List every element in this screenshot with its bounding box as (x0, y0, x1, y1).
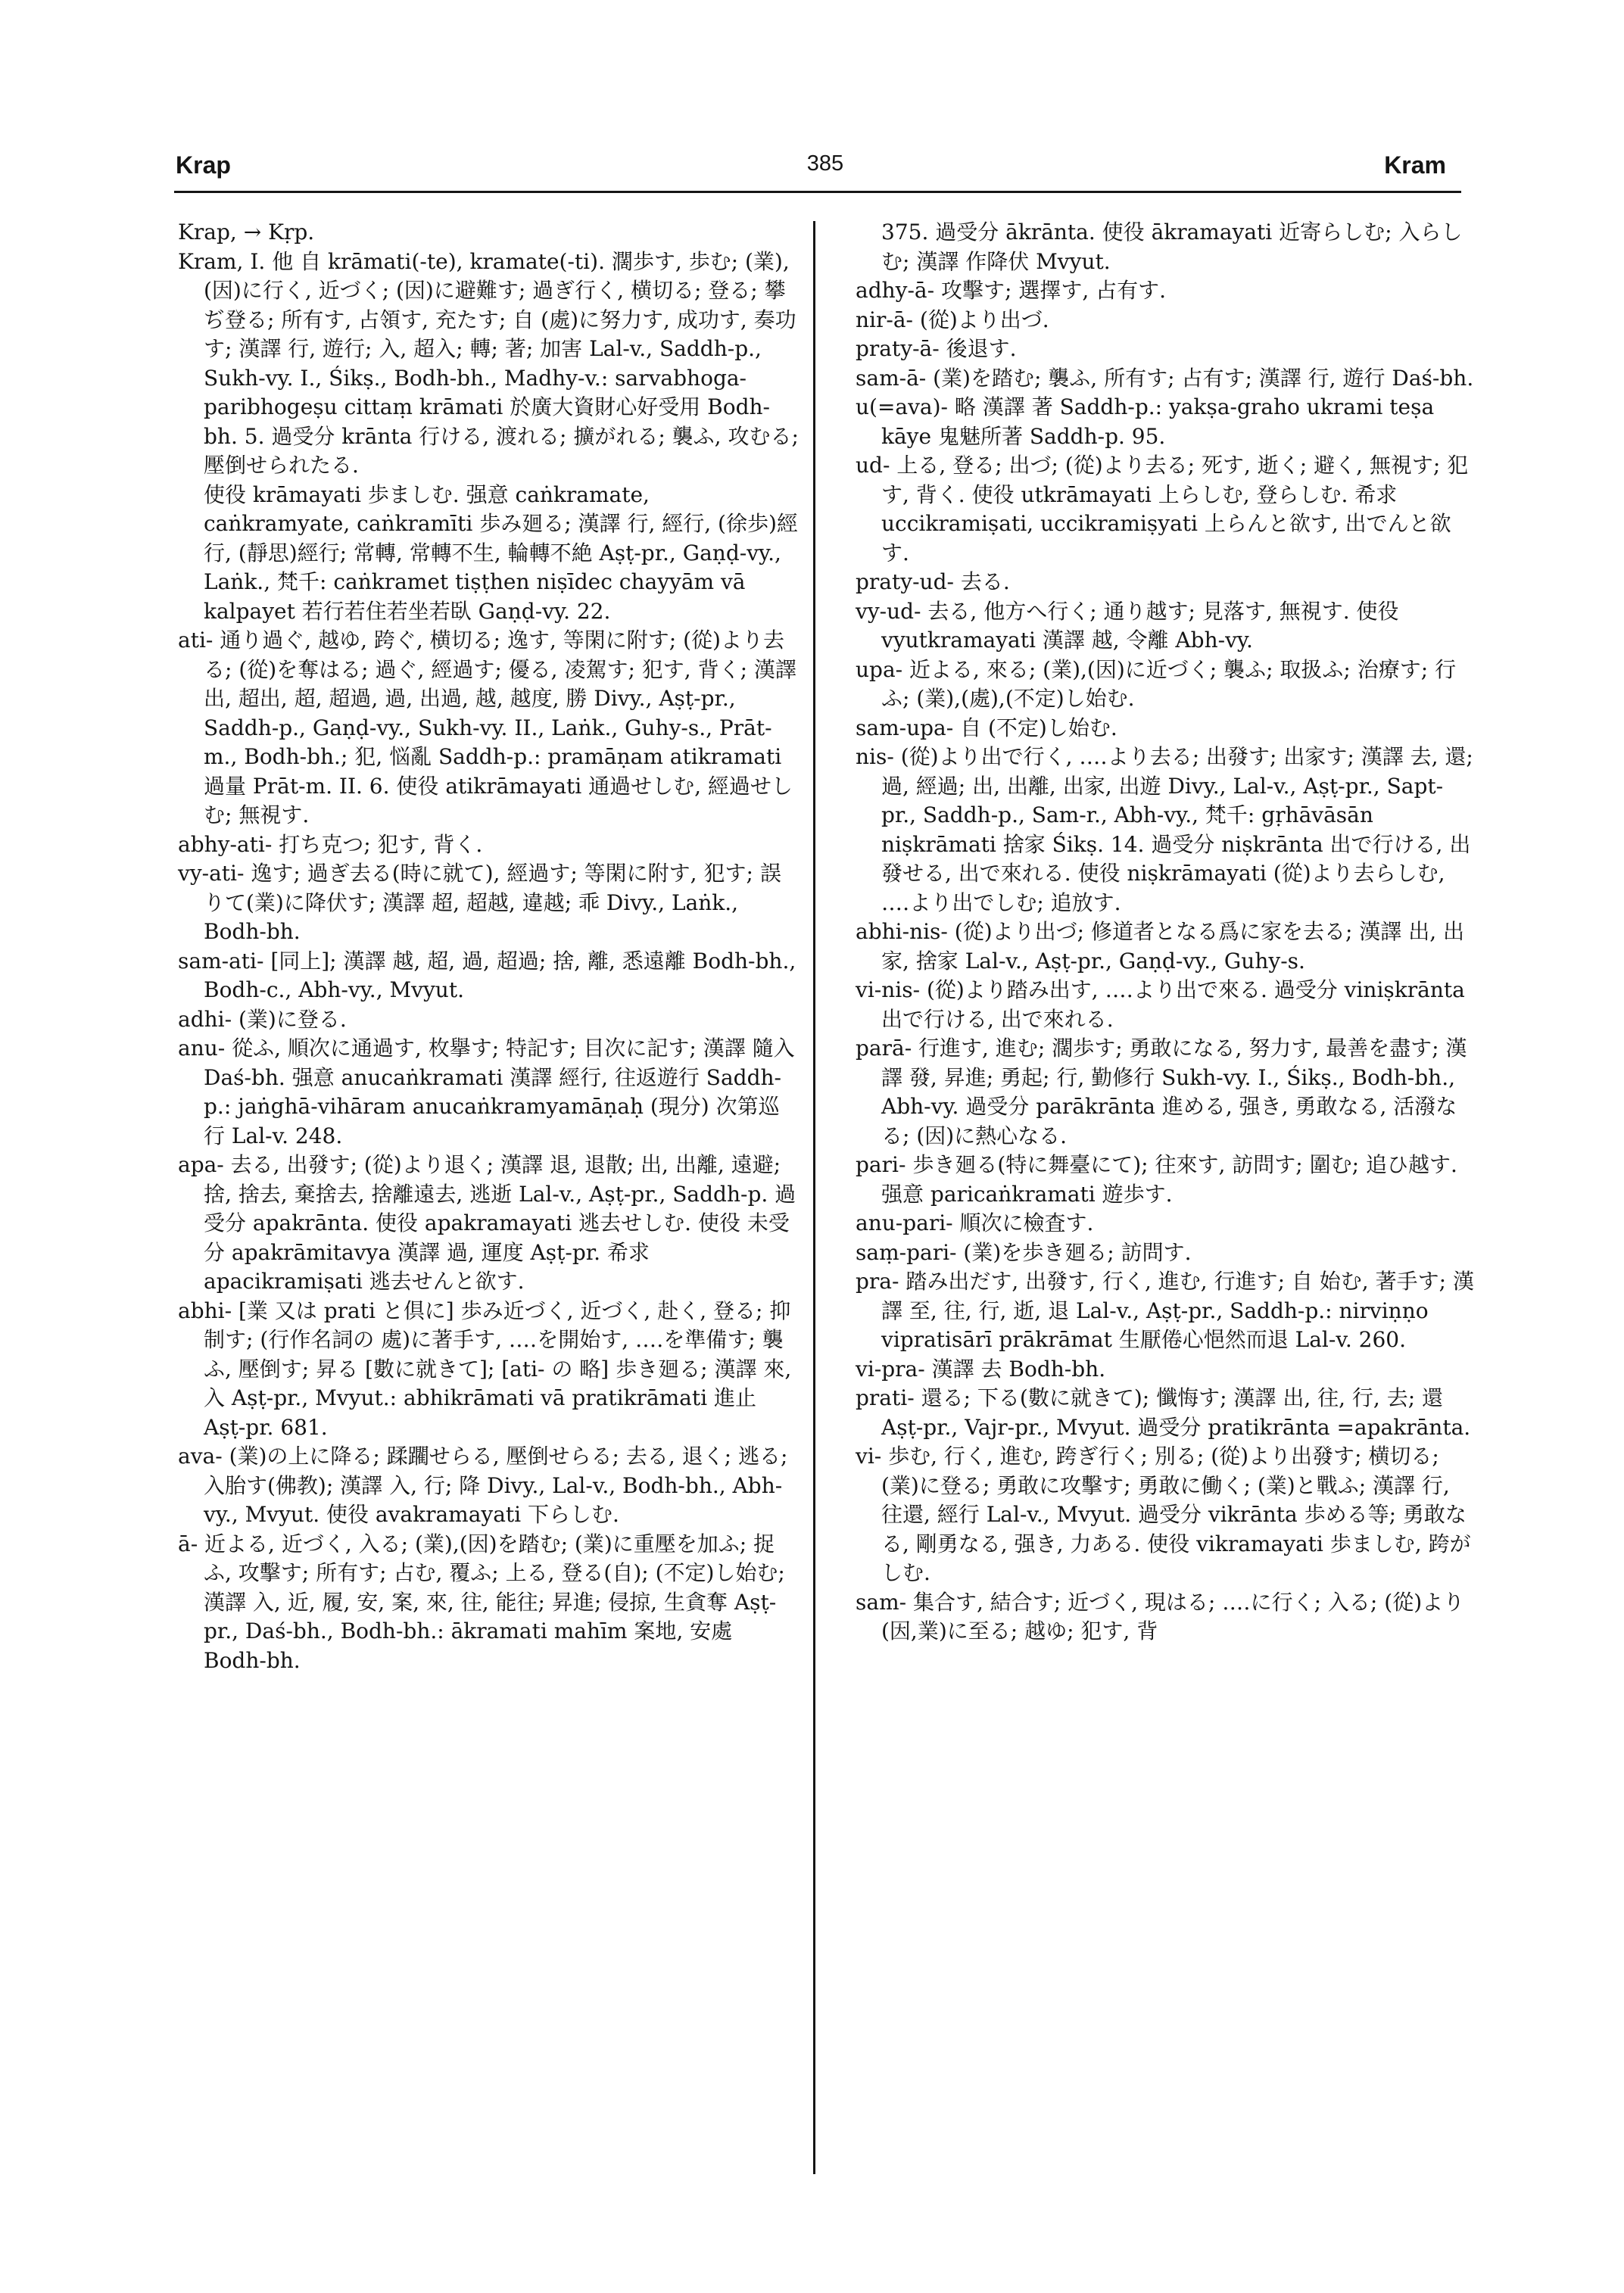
left-column (178, 218, 799, 1675)
dictionary-entry: parā- 行進す, 進む; 濶歩す; 勇敢になる, 努力す, 最善を盡す; 漢譯 發, 昇進; 勇起; 行, 勤修行 Sukh-vy. I., Śikṣ., Bodh-bh., Abh-vy. 過受分 parākrānta 進める, 强き, 勇敢なる, 活潑なる; (因)に熱心なる. (856, 1036, 1467, 1148)
dictionary-entry: apa- 去る, 出發す; (從)より退く; 漢譯 退, 退散; 出, 出離, 遠避; 捨, 捨去, 棄捨去, 捨離遠去, 逃逝 Lal-v., Aṣṭ-pr., Saddh-p. 過受分 apakrānta. 使役 apakramayati 逃去せしむ. 使役 未受分 apakrāmitavya 漢譯 過, 運度 Aṣṭ-pr. 希求 apacikramiṣati 逃去せんと欲す. (178, 1152, 796, 1294)
right-column (856, 218, 1476, 1647)
dictionary-entry: abhi-nis- (從)より出づ; 修道者となる爲に家を去る; 漢譯 出, 出家, 捨家 Lal-v., Aṣṭ-pr., Gaṇḍ-vy., Guhy-s. (856, 919, 1465, 974)
dictionary-entry: ava- (業)の上に降る; 蹂躙せらる, 壓倒せらる; 去る, 退く; 逃る; 入胎す(佛教); 漢譯 入, 行; 降 Divy., Lal-v., Bodh-bh., Abh-vy., Mvyut. 使役 avakramayati 下らしむ. (178, 1444, 788, 1527)
dictionary-entry: ati- 通り過ぐ, 越ゆ, 跨ぐ, 横切る; 逸す, 等閑に附す; (從)より去る; (從)を奪はる; 過ぐ, 經過す; 優る, 凌駕す; 犯す, 背く; 漢譯 出, 超出, 超, 超過, 過, 出過, 越, 越度, 勝 Divy., Aṣṭ-pr., Saddh-p., Gaṇḍ-vy., Sukh-vy. II., Laṅk., Guhy-s., Prāt-m., Bodh-bh.; 犯, 悩亂 Saddh-p.: pramāṇam atikramati 過量 Prāt-m. II. 6. 使役 atikrāmayati 通過せしむ, 經過せしむ; 無視す. (178, 628, 796, 827)
dictionary-entry: vy-ati- 逸す; 過ぎ去る(時に就て), 經過す; 等閑に附す, 犯す; 誤りて(業)に降伏す; 漢譯 超, 超越, 違越; 乖 Divy., Laṅk., Bodh-bh. (178, 861, 781, 944)
dictionary-entry: Krap, → Kṛp. (178, 220, 315, 245)
header-rule (174, 191, 1461, 193)
dictionary-entry: u(=ava)- 略 漢譯 著 Saddh-p.: yakṣa-graho ukrami teṣa kāye 鬼魅所著 Saddh-p. 95. (856, 394, 1435, 449)
dictionary-entry: vy-ud- 去る, 他方へ行く; 通り越す; 見落す, 無視す. 使役 vyutkramayati 漢譯 越, 令離 Abh-vy. (856, 598, 1399, 653)
dictionary-entry: sam-upa- 自 (不定)し始む. (856, 715, 1117, 740)
dictionary-entry: vi-pra- 漢譯 去 Bodh-bh. (856, 1356, 1106, 1382)
dictionary-entry: nis- (從)より出で行く, ‥‥より去る; 出發す; 出家す; 漢譯 去, 還; 過, 經過; 出, 出離, 出家, 出遊 Divy., Lal-v., Aṣṭ-pr., Sapt-pr., Saddh-p., Sam-r., Abh-vy., 梵千: gṛhāvāsān niṣkrāmati 捨家 Śikṣ. 14. 過受分 niṣkrānta 出で行ける, 出發せる, 出で來れる. 使役 niṣkrāmayati (從)より去らしむ, ‥‥より出でしむ; 追放す. (856, 744, 1473, 915)
dictionary-entry: anu-pari- 順次に檢査す. (856, 1210, 1094, 1235)
dictionary-entry: anu- 從ふ, 順次に通過す, 枚擧す; 特記す; 目次に記す; 漢譯 隨入 Daś-bh. 强意 anucaṅkramati 漢譯 經行, 往返遊行 Saddh-p.: jaṅghā-vihāram anucaṅkramyamāṇaḥ (現分) 次第巡行 Lal-v. 248. (178, 1036, 795, 1148)
dictionary-entry: vi- 歩む, 行く, 進む, 跨ぎ行く; 別る; (從)より出發す; 横切る; (業)に登る; 勇敢に攻擊す; 勇敢に働く; (業)と戰ふ; 漢譯 行, 往還, 經行 Lal-v., Mvyut. 過受分 vikrānta 歩める等; 勇敢なる, 剛勇なる, 强き, 力ある. 使役 vikramayati 歩ましむ, 跨がしむ. (856, 1444, 1471, 1585)
running-head-right: Kram (1384, 151, 1446, 179)
dictionary-entry: praty-ud- 去る. (856, 569, 1010, 594)
dictionary-entry: sam- 集合す, 結合す; 近づく, 現はる; ‥‥に行く; 入る; (從)より(因,業)に至る; 越ゆ; 犯す, 背 (856, 1589, 1465, 1643)
dictionary-entry: sam-ā- (業)を踏む; 襲ふ, 所有す; 占有す; 漢譯 行, 遊行 Daś-bh. (856, 365, 1474, 391)
column-divider (813, 221, 815, 2174)
running-head-left: Krap (176, 151, 231, 179)
dictionary-entry: ā- 近よる, 近づく, 入る; (業),(因)を踏む; (業)に重壓を加ふ; 捉ふ, 攻擊す; 所有す; 占む, 覆ふ; 上る, 登る(自); (不定)し始む; 漢譯 入, 近, 履, 安, 案, 來, 往, 能往; 昇進; 侵掠, 生貪奪 Aṣṭ-pr., Daś-bh., Bodh-bh.: ākramati mahīm 案地, 安處 Bodh-bh. (178, 1531, 785, 1673)
dictionary-entry: pari- 歩き廻る(特に舞臺にて); 往來す, 訪問す; 圍む; 追ひ越す. 强意 paricaṅkramati 遊歩す. (856, 1152, 1457, 1207)
dictionary-entry: nir-ā- (從)より出づ. (856, 307, 1049, 332)
dictionary-entry: sam-ati- [同上]; 漢譯 越, 超, 過, 超過; 捨, 離, 悉遠離 Bodh-bh., Bodh-c., Abh-vy., Mvyut. (178, 948, 796, 1002)
dictionary-entry: vi-nis- (從)より踏み出す, ‥‥より出で來る. 過受分 viniṣkrānta 出で行ける, 出で來れる. (856, 977, 1465, 1032)
page-number: 385 (806, 151, 844, 176)
dictionary-entry: adhi- (業)に登る. (178, 1006, 347, 1032)
dictionary-entry: upa- 近よる, 來る; (業),(因)に近づく; 襲ふ; 取扱ふ; 治療す; 行ふ; (業),(處),(不定)し始む. (856, 656, 1457, 711)
dictionary-entry: pra- 踏み出だす, 出發す, 行く, 進む, 行進す; 自 始む, 著手す; 漢譯 至, 往, 行, 逝, 退 Lal-v., Aṣṭ-pr., Saddh-p.: nirviṇṇo vipratisārī prākrāmat 生厭倦心悒然而退 Lal-v. 260. (856, 1269, 1474, 1352)
dictionary-entry: prati- 還る; 下る(數に就きて); 懺悔す; 漢譯 出, 往, 行, 去; 還 Aṣṭ-pr., Vajr-pr., Mvyut. 過受分 pratikrānta =apakrānta. (856, 1385, 1471, 1440)
dictionary-entry: abhy-ati- 打ち克つ; 犯す, 背く. (178, 831, 483, 857)
dictionary-entry: adhy-ā- 攻擊す; 選擇す, 占有す. (856, 278, 1167, 303)
dictionary-entry: Kram, I. 他 自 krāmati(-te), kramate(-ti). 濶歩す, 歩む; (業),(因)に行く, 近づく; (因)に避難す; 過ぎ行く, 横切る; 登る; 攀ぢ登る; 所有す, 占領す, 充たす; 自 (處)に努力す, 成功す, 奏功す; 漢譯 行, 遊行; 入, 超入; 轉; 著; 加害 Lal-v., Saddh-p., Sukh-vy. I., Śikṣ., Bodh-bh., Madhy-v.: sarvabhoga-paribhogeṣu cittaṃ krāmati 於廣大資財心好受用 Bodh-bh. 5. 過受分 krānta 行ける, 渡れる; 擴がれる; 襲ふ, 攻むる; 壓倒せられたる. (178, 248, 799, 478)
dictionary-entry: abhi- [業 又は prati と倶に] 歩み近づく, 近づく, 赴く, 登る; 抑制す; (行作名詞の 處)に著手す, ‥‥を開始す, ‥‥を準備す; 襲ふ, 壓倒す; 昇る [數に就きて]; [ati- の 略] 歩き廻る; 漢譯 來, 入 Aṣṭ-pr., Mvyut.: abhikrāmati vā pratikrāmati 進止 Aṣṭ-pr. 681. (178, 1298, 792, 1440)
dictionary-entry: praty-ā- 後退す. (856, 336, 1017, 361)
dictionary-entry: 使役 krāmayati 歩ましむ. 强意 caṅkramate, caṅkramyate, caṅkramīti 歩み廻る; 漢譯 行, 經行, (徐歩)經行, (靜思)經行; 常轉, 常轉不生, 輪轉不絶 Aṣṭ-pr., Gaṇḍ-vy., Laṅk., 梵千: caṅkramet tiṣṭhen niṣīdec chayyām vā kalpayet 若行若住若坐若臥 Gaṇḍ-vy. 22. (204, 481, 798, 624)
dictionary-entry: saṃ-pari- (業)を歩き廻る; 訪問す. (856, 1239, 1192, 1265)
dictionary-entry: 375. 過受分 ākrānta. 使役 ākramayati 近寄らしむ; 入らしむ; 漢譯 作降伏 Mvyut. (881, 220, 1463, 274)
dictionary-entry: ud- 上る, 登る; 出づ; (從)より去る; 死す, 逝く; 避く, 無視す; 犯す, 背く. 使役 utkrāmayati 上らしむ, 登らしむ. 希求 uccikramiṣati, uccikramiṣyati 上らんと欲す, 出でんと欲す. (856, 453, 1469, 565)
